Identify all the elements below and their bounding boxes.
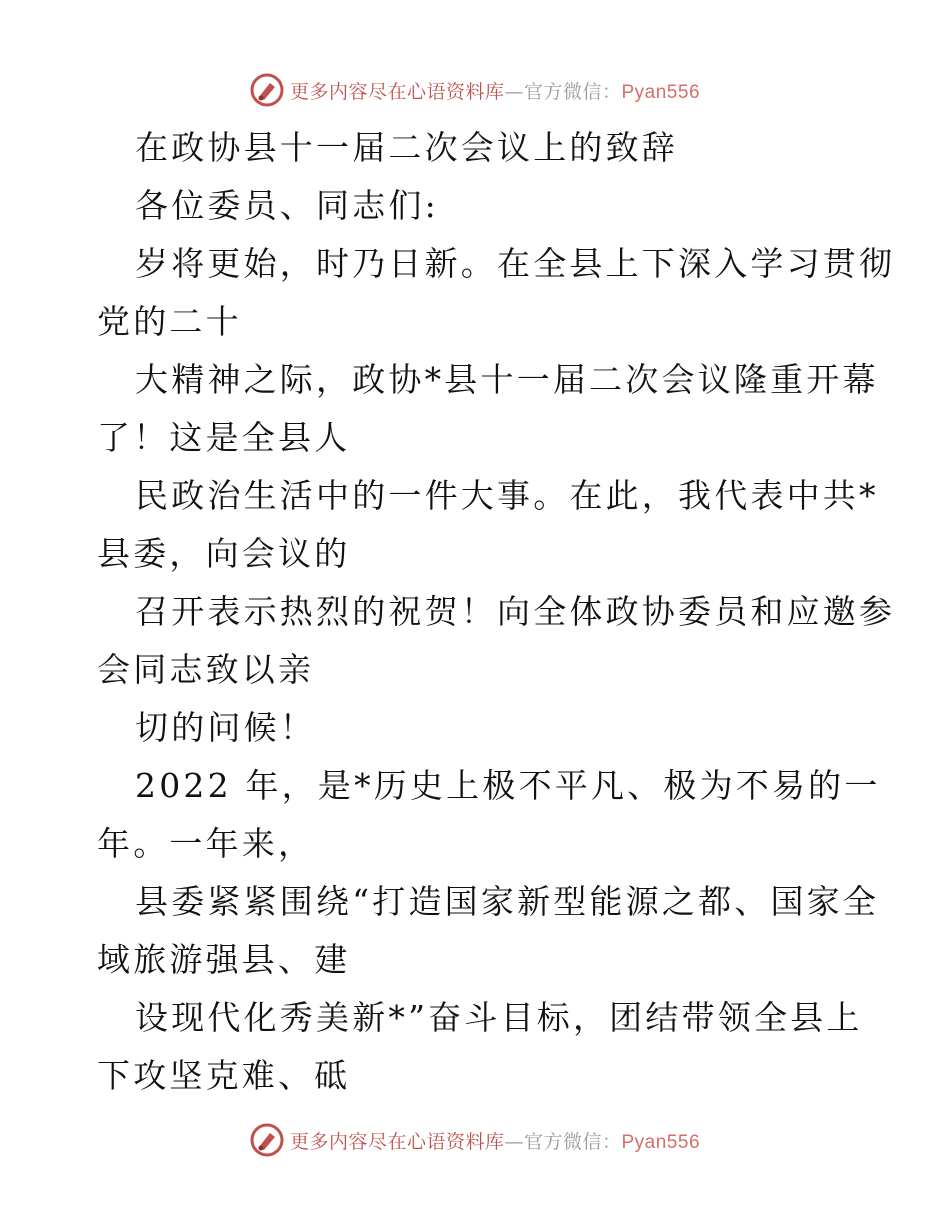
watermark-cn: 更多内容尽在心语资料库 [289, 80, 505, 103]
paragraph-line: 党的二十 [97, 302, 242, 341]
watermark-separator: —官方微信： [504, 1130, 622, 1153]
watermark-wechat: Pyan556 [621, 81, 701, 103]
salutation: 各位委员、同志们: [135, 186, 439, 225]
pen-nib-logo-icon [250, 73, 284, 107]
document-title: 在政协县十一届二次会议上的致辞 [135, 128, 678, 167]
paragraph-line: 域旅游强县、建 [97, 940, 351, 979]
watermark-separator: —官方微信： [504, 80, 622, 103]
paragraph-line: 会同志致以亲 [97, 650, 315, 689]
pen-nib-logo-icon [250, 1123, 284, 1157]
paragraph-line: 2022 年，是*历史上极不平凡、极为不易的一 [135, 766, 881, 805]
paragraph-line: 设现代化秀美新*”奋斗目标，团结带领全县上 [135, 998, 863, 1037]
paragraph-line: 切的问候！ [135, 708, 316, 747]
paragraph-line: 大精神之际，政协*县十一届二次会议隆重开幕 [135, 360, 879, 399]
paragraph-line: 下攻坚克难、砥 [97, 1056, 351, 1095]
paragraph-line: 民政治生活中的一件大事。在此，我代表中共* [135, 476, 879, 515]
paragraph-line: 了！这是全县人 [97, 418, 351, 457]
watermark-text [290, 1127, 700, 1154]
footer-watermark [0, 1120, 950, 1160]
paragraph-line: 召开表示热烈的祝贺！向全体政协委员和应邀参 [135, 592, 896, 631]
watermark-wechat: Pyan556 [621, 1131, 701, 1153]
paragraph-line: 县委，向会议的 [97, 534, 351, 573]
header-watermark [0, 70, 950, 110]
paragraph-line: 年。一年来， [97, 824, 315, 863]
watermark-text [290, 77, 700, 104]
paragraph-line: 岁将更始，时乃日新。在全县上下深入学习贯彻 [135, 244, 896, 283]
watermark-cn: 更多内容尽在心语资料库 [289, 1130, 505, 1153]
paragraph-line: 县委紧紧围绕“打造国家新型能源之都、国家全 [135, 882, 880, 921]
